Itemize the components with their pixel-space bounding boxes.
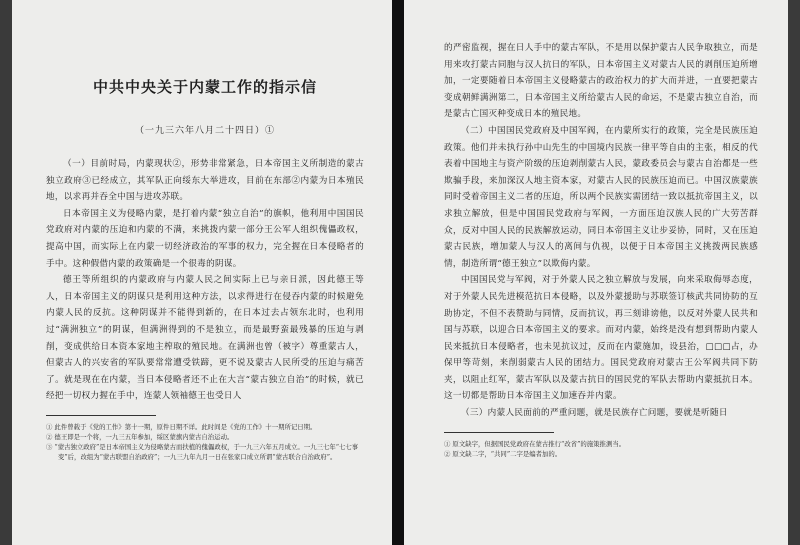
- footnote: ② 原文缺二字，“共同”二字是编者加的。: [444, 449, 562, 458]
- paragraph: 德王等所组织的内蒙政府与内蒙人民之间实际上已与亲日派，因此德王等人，日本帝国主义的阴谋只是利用这种方法，以求得进行在侵吞内蒙的时候避免内蒙人民的反抗。这种阴谋并不能得到新的，在日本过去占领东北时，也利用过“满洲独立”的阴谋，但满洲得到的不是独立，而是最野蛮最残暴的压迫与剥削，变成供给日本资本家地主榨取的殖民地。在满洲也曾（被字）尊重蒙古人，但蒙古人的兴安省的军队要常常遭受铁蹄，更不说及蒙古人民所受的压迫与痛苦了。就是现在在内蒙，当日本侵略者还不止在大言“蒙古独立自治”的时候，就已经把一切权力握在手中，连蒙人领袖德王也受日人: [46, 275, 364, 402]
- paragraph: 日本帝国主义为侵略内蒙，是打着内蒙“独立自治”的旗帜，他利用中国国民党政府对内蒙的压迫和内蒙的不满，来挑拨内蒙一部分王公军人组织傀儡政权，提高中国，而实际上在内蒙一切经济政治的军事的权力，完全握在日本侵略者的手中。这种假借内蒙的政策确是一个很毒的阴谋。: [46, 208, 364, 269]
- footnote: ② 德王即是一个将，一九三五年参加，绥区蒙旗内蒙古自治运动。: [46, 432, 234, 441]
- document-title: 中共中央关于内蒙工作的指示信: [92, 78, 317, 96]
- right-page: [404, 0, 788, 545]
- footnote-divider: [444, 432, 554, 433]
- paragraph: 中国国民党与军阀，对于外蒙人民之独立解放与发展，向来采取侮辱态度，对于外蒙人民先进模范抗日本侵略，以及外蒙援助与苏联签订核武共同协防的互助协定，不但不表赞助与同情，反而抗议，再三刻诽谤他，以反对外蒙人民共和国与苏联，以迎合日本帝国主义的要求。而对内蒙，始终是没有想到帮助内蒙人民来抵抗日本侵略者，也未见抗议过，反而在内蒙施加，设县治，□□□占，办保甲等苛刻，来削弱蒙古人民的团结力。国民党政府对蒙古王公军阀共同下防夹，以阻止红军，蒙古军队以及蒙古抗日的国民党的军队去帮助内蒙抵抗日本。这一切都是帮助日本帝国主义加速吞并内蒙。: [444, 275, 758, 402]
- paragraph: 的严密监视，握在日人手中的蒙古军队，不是用以保护蒙古人民争取独立，而是用来攻打蒙古同胞与汉人抗日的军队，日本帝国主义对蒙古人民的剥削压迫所增加，一定要随着日本帝国主义侵略蒙古的政治权力的扩大而并进，一直要把蒙古变成朝鲜满洲第二，日本帝国主义所给蒙古人民的命运，不是蒙古独立自治，而是蒙古亡国灭种变成日本的殖民地。: [444, 43, 758, 120]
- book-gutter: [392, 0, 404, 545]
- document-date: （一九三六年八月二十四日）①: [134, 126, 275, 136]
- paragraph: （二）中国国民党政府及中国军阀，在内蒙所实行的政策，完全是民族压迫政策。他们并未执行孙中山先生的中国境内民族一律平等自由的主张，相反的代表着中国地主与资产阶级的压迫剥削蒙古人民，蒙政委员会与蒙古自治都是一些欺骗手段，来加深汉人地主资本家，对蒙古人民的民族压迫而已。中国汉族蒙族同时受着帝国主义二者的压迫，所以两个民族实需团结一致以抵抗帝国主义，以求独立解放，但是中国国民党政府与军阀，一方面压迫汉族人民的广大劳苦群众，反对中国人民的民族解放运动，同日本帝国主义让步妥协，同时，又在压迫蒙古民族，增加蒙人与汉人的离间与仇视，以便于日本帝国主义挑拨两民族感情，制造所谓“德王独立”以欺侮内蒙。: [444, 125, 758, 269]
- footnote: ① 此件曾载于《党的工作》第十一期，原件日期不详。此时间是《党的工作》十一期所记日期。: [46, 422, 317, 431]
- paragraph: （三）内蒙人民面前的严重问题，就是民族存亡问题，要就是听随日: [461, 408, 728, 419]
- footnote-divider: [46, 415, 156, 416]
- paragraph: （一）目前时局，内蒙现状②，形势非常紧急，日本帝国主义所制造的蒙古独立政府③已经成立，其军队正向绥东大举进攻，目前在东部②内蒙为日本殖民地，以求再并吞全中国与进攻苏联。: [46, 159, 364, 203]
- footnote: ① 原文缺字，但据国民党政府在蒙古推行“改省”的施策推测当。: [444, 439, 626, 448]
- footnote: ③ “蒙古独立政府”是日本帝国主义为侵略蒙古而扶植的傀儡政权，于一九三六年五月成立。一九三七年“七七事变”后，改组为“蒙古联盟自治政府”；一九三九年九月一日在张家口成立所谓“蒙古联合自治政府”。: [46, 442, 359, 461]
- left-page: [12, 0, 392, 545]
